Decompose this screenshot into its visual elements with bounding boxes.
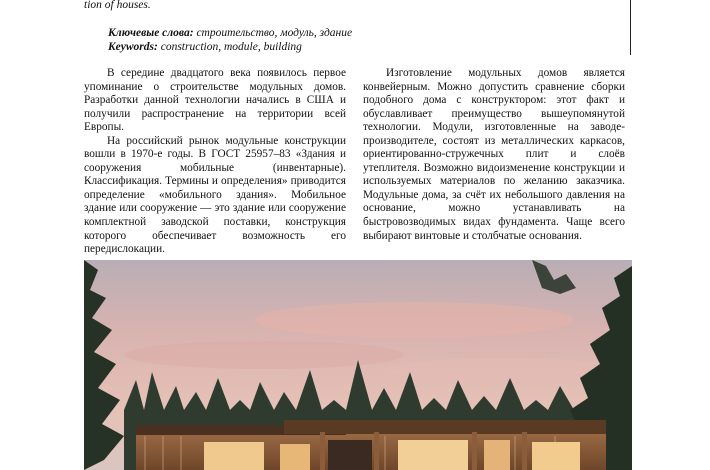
- modular-house-photo: [84, 260, 632, 470]
- keywords-en: [108, 40, 608, 54]
- keywords-ru-value: строительство, модуль, здание: [196, 27, 353, 39]
- left-column: [84, 67, 346, 257]
- keywords-ru-label: Ключевые слова:: [108, 27, 194, 39]
- right-column: [363, 67, 625, 243]
- keywords-en-label: Keywords:: [108, 41, 158, 53]
- right-paragraph-1: Изготовление модульных домов является конвейерным. Можно допустить сравнение сборки подобного дома с конструктором: этот факт и обуславливает преимущество вышеупомянутой технологии. Модули, изготовленные на заводе-производителе, состоят из металлических каркасов, ориентированно-стружечных плит и слоёв утеплителя. Возможно видоизменение конструкции и используемых материалов по желанию заказчика. Модульные дома, за счёт их небольшого давления на основание, можно устанавливать на быстровозводимых видах фундамента. Чаще всего выбирают винтовые и столбчатые основания.: [363, 67, 625, 242]
- left-paragraph-1: В середине двадцатого века появилось первое упоминание о строительстве модульных домов. Разработки данной технологии начались в США и получили распространение на территории всей Европы.: [84, 67, 346, 134]
- house: [136, 420, 606, 470]
- keywords-en-value: construction, module, building: [160, 41, 302, 53]
- abstract-tail: tion of houses.: [84, 0, 151, 11]
- left-paragraph-2: На российский рынок модульные конструкции вошли в 1970-е годы. В ГОСТ 25957–83 «Здания и сооружения мобильные (инвентарные). Классификация. Термины и определения» приводится определение «мобильного здания». Мобильное здание или сооружение — это здание или сооружение комплектной заводской поставки, конструкция которого обеспечивает возможность его передислокации.: [84, 134, 346, 256]
- keywords-block: [108, 26, 608, 54]
- margin-rule: [630, 0, 631, 55]
- keywords-ru: [108, 26, 608, 40]
